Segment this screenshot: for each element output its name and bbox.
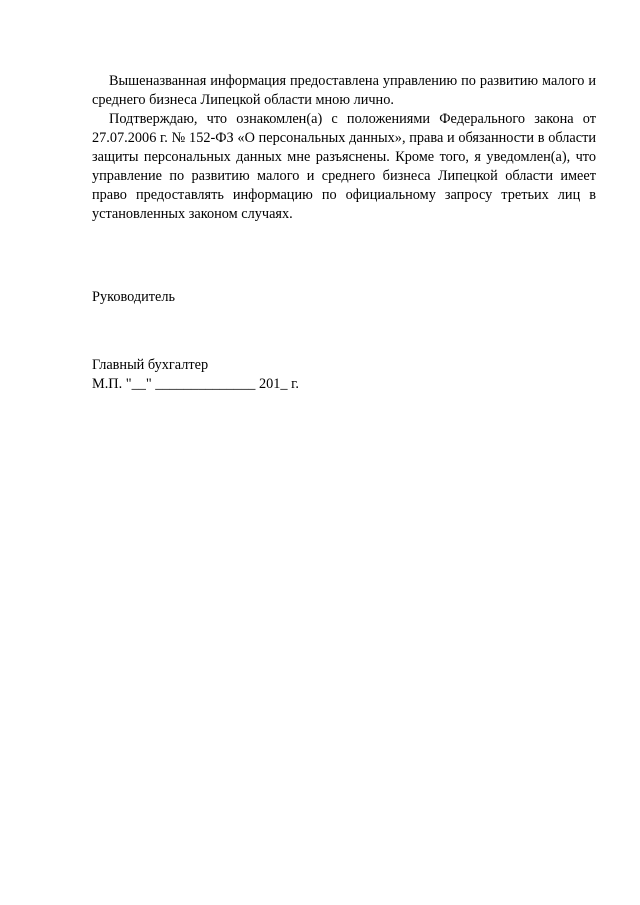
consent-text-block <box>92 72 596 224</box>
seal-date-line: М.П. "__" ______________ 201_ г. <box>92 376 299 392</box>
head-signature-label: Руководитель <box>92 289 176 305</box>
paragraph-personal-data-consent: Подтверждаю, что ознакомлен(а) с положениями Федерального закона от 27.07.2006 г. № 152-ФЗ «О персональных данных», права и обязанности в области защиты персональных данных мне разъяснены. Кроме того, я уведомлен(а), что управление по развитию малого и среднего бизнеса Липецкой области имеет право предоставлять информацию по официальному запросу третьих лиц в установленных законом случаях. <box>92 111 596 222</box>
chief-accountant-signature-label: Главный бухгалтер <box>92 357 209 373</box>
paragraph-info-provided: Вышеназванная информация предоставлена управлению по развитию малого и среднего бизнеса Липецкой области мною лично. <box>92 73 596 108</box>
